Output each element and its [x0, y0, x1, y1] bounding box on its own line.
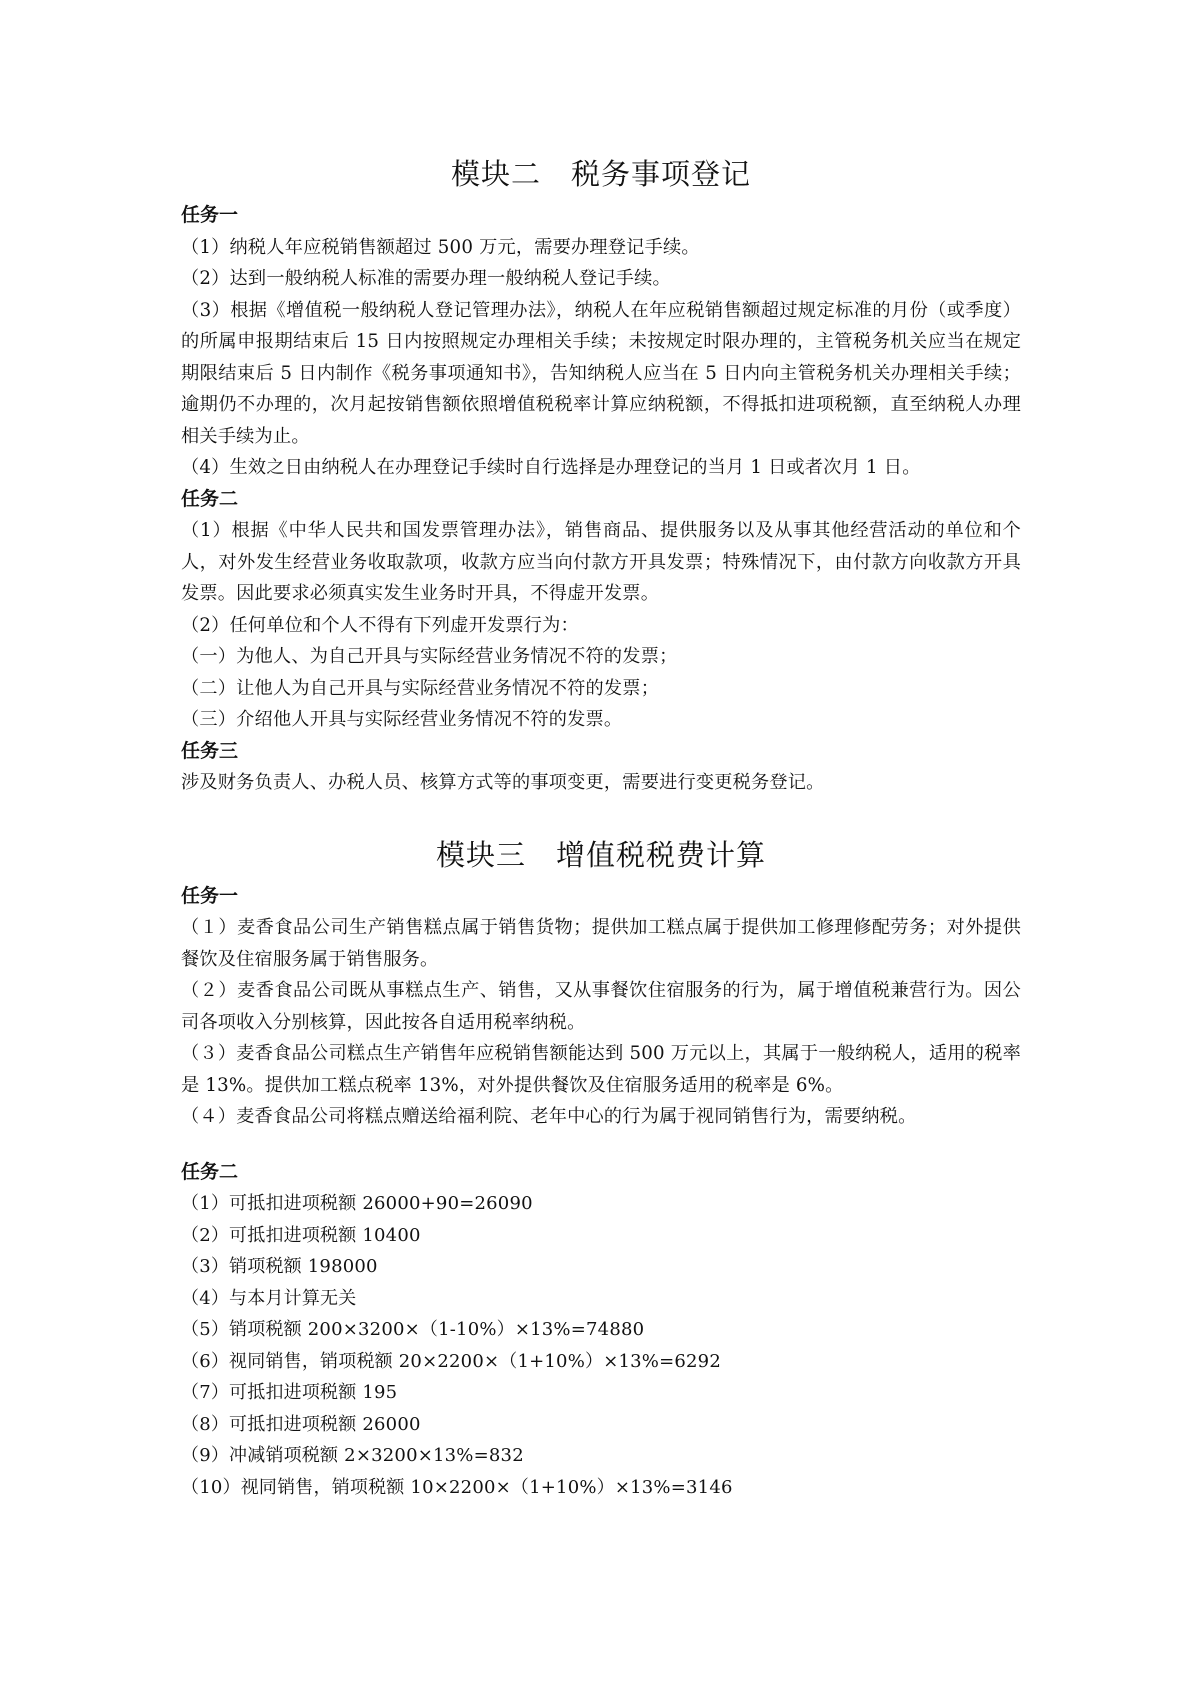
calculation-line: （7）可抵扣进项税额 195: [181, 1382, 398, 1403]
paragraph: （4）生效之日由纳税人在办理登记手续时自行选择是办理登记的当月 1 日或者次月 1 日。: [181, 457, 921, 478]
task-title: 任务二: [181, 487, 239, 510]
calculation-line: （1）可抵扣进项税额 26000+90=26090: [181, 1193, 533, 1214]
paragraph: （２）麦香食品公司既从事糕点生产、销售，又从事餐饮住宿服务的行为，属于增值税兼营行为。因公司各项收入分别核算，因此按各自适用税率纳税。: [181, 980, 1021, 1033]
module2-task1: [181, 200, 1021, 484]
calculation-line: （9）冲减销项税额 2×3200×13%=832: [181, 1445, 524, 1466]
calculation-line: （5）销项税额 200×3200×（1-10%）×13%=74880: [181, 1319, 645, 1340]
paragraph: （2）达到一般纳税人标准的需要办理一般纳税人登记手续。: [181, 268, 671, 289]
paragraph: 涉及财务负责人、办税人员、核算方式等的事项变更，需要进行变更税务登记。: [181, 772, 825, 793]
calculation-line: （6）视同销售，销项税额 20×2200×（1+10%）×13%=6292: [181, 1350, 721, 1372]
document-content: [181, 150, 1021, 1503]
paragraph: （1）根据《中华人民共和国发票管理办法》，销售商品、提供服务以及从事其他经营活动的单位和个人，对外发生经营业务收取款项，收款方应当向付款方开具发票；特殊情况下，由付款方向收款方开具发票。因此要求必须真实发生业务时开具，不得虚开发票。: [181, 520, 1021, 604]
paragraph: （１）麦香食品公司生产销售糕点属于销售货物；提供加工糕点属于提供加工修理修配劳务；对外提供餐饮及住宿服务属于销售服务。: [181, 917, 1021, 970]
calculation-line: （3）销项税额 198000: [181, 1256, 378, 1277]
calculation-line: （4）与本月计算无关: [181, 1287, 357, 1309]
paragraph: （二）让他人为自己开具与实际经营业务情况不符的发票；: [181, 677, 660, 699]
calculation-line: （10）视同销售，销项税额 10×2200×（1+10%）×13%=3146: [181, 1476, 733, 1498]
paragraph: （４）麦香食品公司将糕点赠送给福利院、老年中心的行为属于视同销售行为，需要纳税。: [181, 1106, 917, 1127]
module3-task2: [181, 1157, 1021, 1504]
module2-task2: [181, 484, 1021, 736]
task-title: 任务二: [181, 1160, 239, 1183]
task-title: 任务一: [181, 204, 239, 226]
calculation-line: （2）可抵扣进项税额 10400: [181, 1224, 421, 1246]
paragraph: （３）麦香食品公司糕点生产销售年应税销售额能达到 500 万元以上，其属于一般纳税人，适用的税率是 13%。提供加工糕点税率 13%，对外提供餐饮及住宿服务适用的税率是 6%。: [181, 1043, 1021, 1096]
paragraph: （三）介绍他人开具与实际经营业务情况不符的发票。: [181, 709, 623, 730]
module3-task1: [181, 881, 1021, 1133]
module2-title: 模块二 税务事项登记: [450, 157, 751, 191]
module3-title: 模块三 增值税税费计算: [435, 837, 766, 872]
paragraph: （3）根据《增值税一般纳税人登记管理办法》，纳税人在年应税销售额超过规定标准的月份（或季度）的所属申报期结束后 15 日内按照规定办理相关手续；未按规定时限办理的，主管税务机关应当在规定期限结束后 5 日内制作《税务事项通知书》，告知纳税人应当在 5 日内向主管税务机关办理相关手续；逾期仍不办理的，次月起按销售额依照增值税税率计算应纳税额，不得抵扣进项税额，直至纳税人办理相关手续为止。: [181, 299, 1021, 447]
paragraph: （一）为他人、为自己开具与实际经营业务情况不符的发票；: [181, 646, 678, 667]
task-title: 任务一: [181, 884, 239, 907]
calculation-line: （8）可抵扣进项税额 26000: [181, 1413, 421, 1435]
task-title: 任务三: [181, 739, 239, 762]
paragraph: （1）纳税人年应税销售额超过 500 万元，需要办理登记手续。: [181, 236, 700, 258]
module2-task3: [181, 736, 1021, 799]
paragraph: （2）任何单位和个人不得有下列虚开发票行为：: [181, 614, 579, 636]
